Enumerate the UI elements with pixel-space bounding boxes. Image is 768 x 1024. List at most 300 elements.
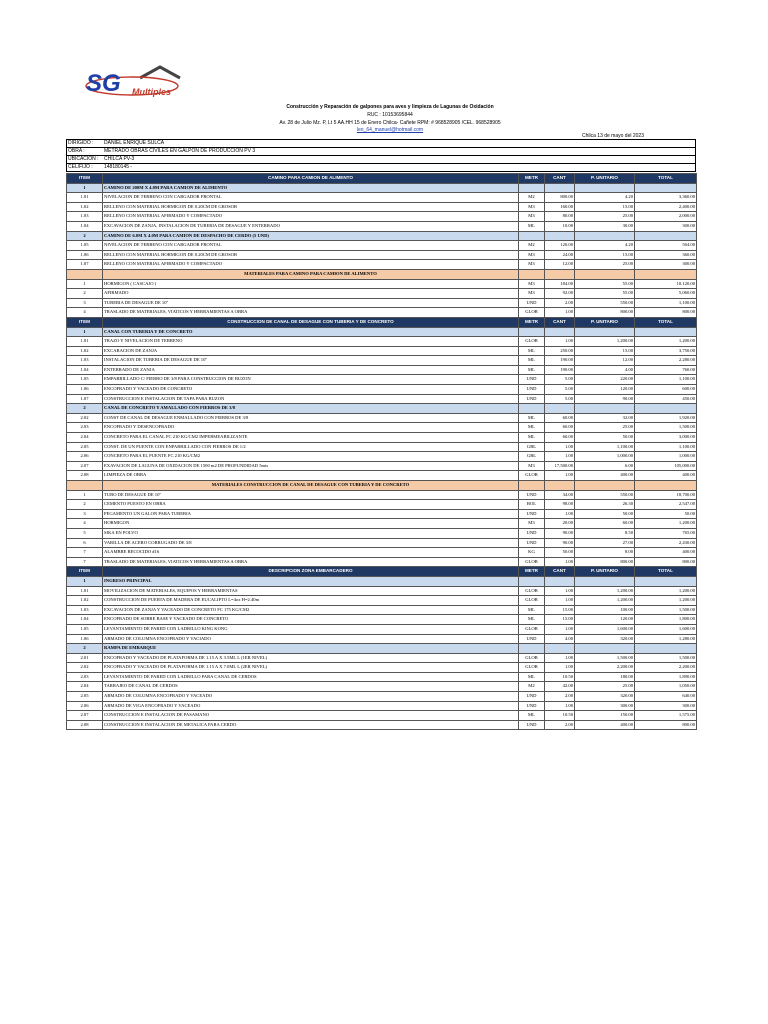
- quantity-cell: 34.00: [545, 490, 575, 500]
- total-cell: 1,100.00: [635, 375, 697, 385]
- info-value: METRADO OBRAS CIVILES EN GALPON DE PRODUCCION PV 3: [104, 148, 256, 154]
- unit-price-cell: P. UNITARIO: [575, 174, 635, 184]
- quantity-cell: 17,500.00: [545, 461, 575, 471]
- item-cell: ITEM: [67, 317, 103, 327]
- table-row: [67, 452, 697, 462]
- unit-cell: ML: [519, 356, 545, 366]
- unit-cell: ML: [519, 221, 545, 231]
- unit-price-cell: 400.00: [575, 720, 635, 730]
- description-cell: CONCRETO PARA EL PUENTE FC 210 KG/CM2: [103, 452, 519, 462]
- table-row: [67, 241, 697, 251]
- quantity-cell: 1.00: [545, 308, 575, 318]
- item-cell: 1.03: [67, 356, 103, 366]
- info-value: CHILCA PV-3: [104, 156, 135, 162]
- description-cell: CONCRETO PARA EL CANAL FC 210 KG/CM2 IMPERMEABILIZANTE: [103, 433, 519, 443]
- table-row: [67, 701, 697, 711]
- unit-price-cell: 15.00: [575, 202, 635, 212]
- total-cell: [635, 404, 697, 414]
- company-logo: [80, 64, 200, 100]
- quantity-cell: 12.00: [545, 260, 575, 270]
- table-row: [67, 490, 697, 500]
- description-cell: EXCABACION DE ZANJA: [103, 346, 519, 356]
- unit-price-cell: 15.00: [575, 250, 635, 260]
- unit-cell: GLOB: [519, 653, 545, 663]
- quantity-cell: [545, 576, 575, 586]
- table-row: [67, 413, 697, 423]
- total-cell: 10,120.00: [635, 279, 697, 289]
- item-cell: 2.03: [67, 423, 103, 433]
- description-cell: ENCOFRADO DE SOBRE BASE Y VACEADO DE CONCRETO: [103, 615, 519, 625]
- company-address: Av. 28 de Julio Mz. P, Lt 5 AA.HH 15 de Enero Chilca- Cañete RPM: # 968528905 /CEL. 968528905: [279, 120, 501, 126]
- total-cell: 300.00: [635, 701, 697, 711]
- document-date: Chilca 13 de mayo del 2023: [582, 133, 644, 139]
- total-cell: 640.00: [635, 692, 697, 702]
- table-row: [67, 672, 697, 682]
- unit-cell: UND: [519, 298, 545, 308]
- unit-price-cell: 27.00: [575, 538, 635, 548]
- item-cell: 1.02: [67, 346, 103, 356]
- unit-cell: UND: [519, 701, 545, 711]
- unit-cell: UND: [519, 375, 545, 385]
- total-cell: 2,547.00: [635, 500, 697, 510]
- quantity-cell: CANT: [545, 567, 575, 577]
- item-cell: 1.02: [67, 596, 103, 606]
- item-cell: 4: [67, 519, 103, 529]
- total-cell: 1,500.00: [635, 653, 697, 663]
- total-cell: [635, 481, 697, 491]
- description-cell: TUBO DE DESAGUE DE 10": [103, 490, 519, 500]
- table-row: [67, 221, 697, 231]
- total-cell: 1,280.00: [635, 634, 697, 644]
- unit-price-cell: [575, 269, 635, 279]
- table-row: [67, 692, 697, 702]
- total-cell: 300.00: [635, 221, 697, 231]
- total-cell: 1,200.00: [635, 596, 697, 606]
- description-cell: VARILLA DE ACERO CORRUGADO DE 3/8: [103, 538, 519, 548]
- unit-price-cell: 4.20: [575, 241, 635, 251]
- item-cell: 2.05: [67, 692, 103, 702]
- materials-header-row: [67, 481, 697, 491]
- description-cell: EXCAVACION DE ZANJA Y VACEADO DE CONCRETO FC 175 KG/CM2: [103, 605, 519, 615]
- quantity-cell: 15.00: [545, 605, 575, 615]
- total-cell: 1,500.00: [635, 423, 697, 433]
- item-cell: 1.05: [67, 241, 103, 251]
- description-cell: CONST. DE UN PUENTE CON ENPARRILLADO CON FIERROS DE 1/2: [103, 442, 519, 452]
- table-row: [67, 346, 697, 356]
- unit-cell: UND: [519, 385, 545, 395]
- unit-cell: [519, 481, 545, 491]
- total-cell: 300.00: [635, 260, 697, 270]
- unit-cell: [519, 183, 545, 193]
- table-row: [67, 500, 697, 510]
- total-cell: 1,000.00: [635, 452, 697, 462]
- item-cell: 2.07: [67, 711, 103, 721]
- table-row: [67, 394, 697, 404]
- table-row: [67, 356, 697, 366]
- quantity-cell: 60.00: [545, 413, 575, 423]
- description-cell: CEMENTO PUESTO EN OBRA: [103, 500, 519, 510]
- materials-header-row: [67, 269, 697, 279]
- description-cell: ARMADO DE COLUMNA ENCOFRADO Y VACIADO: [103, 634, 519, 644]
- total-cell: 1,920.00: [635, 413, 697, 423]
- quantity-cell: [545, 644, 575, 654]
- quantity-cell: 1.00: [545, 471, 575, 481]
- quantity-cell: 1.00: [545, 624, 575, 634]
- table-row: [67, 250, 697, 260]
- quantity-cell: 98.00: [545, 500, 575, 510]
- unit-cell: UND: [519, 394, 545, 404]
- unit-price-cell: 4.20: [575, 193, 635, 203]
- item-cell: 3: [67, 509, 103, 519]
- total-cell: 5,060.00: [635, 289, 697, 299]
- unit-price-cell: 60.00: [575, 519, 635, 529]
- description-cell: ENTERRADO DE ZANJA: [103, 365, 519, 375]
- unit-cell: [519, 327, 545, 337]
- unit-cell: METR: [519, 174, 545, 184]
- description-cell: RELLENO CON MATERIAL AFIRMADO Y COMPACTADO: [103, 260, 519, 270]
- unit-cell: [519, 644, 545, 654]
- unit-cell: ML: [519, 615, 545, 625]
- item-cell: 2.01: [67, 653, 103, 663]
- total-cell: 2,400.00: [635, 202, 697, 212]
- item-cell: 2.04: [67, 433, 103, 443]
- unit-cell: ML: [519, 672, 545, 682]
- quantity-cell: 60.00: [545, 433, 575, 443]
- table-row: [67, 423, 697, 433]
- unit-cell: UND: [519, 528, 545, 538]
- unit-price-cell: 8.50: [575, 528, 635, 538]
- unit-price-cell: 300.00: [575, 701, 635, 711]
- table-row: [67, 212, 697, 222]
- total-cell: 18,700.00: [635, 490, 697, 500]
- item-cell: 1.07: [67, 260, 103, 270]
- description-cell: HORMIGON: [103, 519, 519, 529]
- unit-cell: GLOB: [519, 557, 545, 567]
- quantity-cell: 4.00: [545, 634, 575, 644]
- item-cell: 1.04: [67, 365, 103, 375]
- description-cell: TRASLADO DE MATERIALES, VIATICOS Y HERRAMIENTAS A OBRA: [103, 557, 519, 567]
- quantity-cell: 92.00: [545, 289, 575, 299]
- item-cell: 6: [67, 538, 103, 548]
- unit-price-cell: 32.00: [575, 413, 635, 423]
- item-cell: 1.05: [67, 624, 103, 634]
- total-cell: 1,200.00: [635, 519, 697, 529]
- total-cell: [635, 269, 697, 279]
- company-email-link[interactable]: leo_64_manuel@hotmail.com: [356, 127, 424, 133]
- item-cell: 1.06: [67, 250, 103, 260]
- table-row: [67, 634, 697, 644]
- item-cell: 2: [67, 289, 103, 299]
- unit-price-cell: 2,200.00: [575, 663, 635, 673]
- unit-cell: BOL: [519, 500, 545, 510]
- unit-price-cell: 400.00: [575, 471, 635, 481]
- total-cell: 1,100.00: [635, 442, 697, 452]
- table-row: [67, 720, 697, 730]
- table-row: [67, 337, 697, 347]
- total-cell: [635, 576, 697, 586]
- item-cell: [67, 481, 103, 491]
- total-cell: TOTAL: [635, 174, 697, 184]
- table-row: [67, 538, 697, 548]
- unit-price-cell: 120.00: [575, 615, 635, 625]
- info-label: UBICACION :: [68, 156, 99, 162]
- quantity-cell: [545, 404, 575, 414]
- client-info-block: [66, 139, 696, 172]
- unit-cell: UND: [519, 634, 545, 644]
- unit-price-cell: 90.00: [575, 394, 635, 404]
- quantity-cell: 250.00: [545, 346, 575, 356]
- item-cell: 2: [67, 644, 103, 654]
- table-row: [67, 365, 697, 375]
- table-row: [67, 528, 697, 538]
- unit-price-cell: P. UNITARIO: [575, 317, 635, 327]
- section-row: [67, 231, 697, 241]
- logo-subtext: Multiples: [132, 87, 172, 97]
- unit-cell: GLOB: [519, 586, 545, 596]
- description-cell: MOVILIZACION DE MATERIALES, EQUIPOS Y HERRAMIENTAS: [103, 586, 519, 596]
- total-cell: 800.00: [635, 720, 697, 730]
- item-cell: 1.04: [67, 221, 103, 231]
- unit-cell: UND: [519, 490, 545, 500]
- unit-cell: M3: [519, 461, 545, 471]
- table-row: [67, 433, 697, 443]
- total-cell: 3,750.00: [635, 346, 697, 356]
- unit-price-cell: [575, 404, 635, 414]
- table-row: [67, 298, 697, 308]
- item-cell: 1.01: [67, 337, 103, 347]
- item-cell: 7: [67, 557, 103, 567]
- table-row: [67, 605, 697, 615]
- unit-cell: GLOB: [519, 308, 545, 318]
- item-cell: 1: [67, 183, 103, 193]
- table-row: [67, 596, 697, 606]
- total-cell: 1,050.00: [635, 682, 697, 692]
- item-cell: 2.02: [67, 663, 103, 673]
- item-cell: 1.06: [67, 634, 103, 644]
- quantity-cell: [545, 481, 575, 491]
- item-cell: 2.03: [67, 672, 103, 682]
- unit-cell: M3: [519, 212, 545, 222]
- quantity-cell: 2.00: [545, 298, 575, 308]
- unit-cell: METR: [519, 317, 545, 327]
- quantity-cell: 2.00: [545, 720, 575, 730]
- quantity-cell: 120.00: [545, 241, 575, 251]
- total-cell: 600.00: [635, 385, 697, 395]
- description-cell: AFIRMADO: [103, 289, 519, 299]
- item-cell: 2.02: [67, 413, 103, 423]
- unit-cell: M3: [519, 260, 545, 270]
- unit-cell: METR: [519, 567, 545, 577]
- description-cell: ALAMBRE RECOCIDO #16: [103, 548, 519, 558]
- total-cell: 105,000.00: [635, 461, 697, 471]
- unit-cell: GBL: [519, 452, 545, 462]
- unit-price-cell: 50.00: [575, 433, 635, 443]
- description-cell: CAMINO DE 6.0M X 4.0M PARA CAMION DE DESPACHO DE CERDO (5 UND): [103, 231, 519, 241]
- table-row: [67, 519, 697, 529]
- unit-price-cell: 1,200.00: [575, 586, 635, 596]
- total-cell: 765.00: [635, 528, 697, 538]
- logo-text: SG: [86, 70, 121, 97]
- unit-price-cell: 1,000.00: [575, 452, 635, 462]
- unit-price-cell: 150.00: [575, 711, 635, 721]
- unit-price-cell: 550.00: [575, 298, 635, 308]
- quantity-cell: 184.00: [545, 279, 575, 289]
- description-cell: NIVELACION DE TERRENO CON CARGADOR FRONTAL: [103, 193, 519, 203]
- description-cell: TUBERIA DE DESAGUE DE 10": [103, 298, 519, 308]
- unit-price-cell: 220.00: [575, 375, 635, 385]
- description-cell: MATERIALES PARA CAMINO PARA CAMION DE ALIMENTO: [103, 269, 519, 279]
- item-cell: 1.06: [67, 385, 103, 395]
- quantity-cell: 42.00: [545, 682, 575, 692]
- item-cell: 5: [67, 528, 103, 538]
- table-row: [67, 663, 697, 673]
- table-row: [67, 711, 697, 721]
- unit-cell: GBL: [519, 442, 545, 452]
- description-cell: RAMPA DE EMBARQUE: [103, 644, 519, 654]
- total-cell: 1,890.00: [635, 672, 697, 682]
- unit-cell: GLOB: [519, 624, 545, 634]
- item-cell: 2.08: [67, 471, 103, 481]
- total-cell: 1,800.00: [635, 615, 697, 625]
- unit-cell: ML: [519, 365, 545, 375]
- table-row: [67, 548, 697, 558]
- description-cell: PEGAMENTO UN GALON PARA TUBERIA: [103, 509, 519, 519]
- unit-price-cell: 800.00: [575, 308, 635, 318]
- unit-price-cell: 320.00: [575, 692, 635, 702]
- unit-cell: M2: [519, 241, 545, 251]
- table-row: [67, 289, 697, 299]
- unit-cell: [519, 269, 545, 279]
- item-cell: 2: [67, 231, 103, 241]
- total-cell: 760.00: [635, 365, 697, 375]
- unit-price-cell: 15.00: [575, 346, 635, 356]
- info-label: OBRA :: [68, 148, 85, 154]
- unit-cell: [519, 404, 545, 414]
- company-title: Construcción y Reparación de galpones para aves y limpieza de Lagunas de Oxidación: [286, 104, 494, 110]
- section-row: [67, 183, 697, 193]
- unit-price-cell: 180.00: [575, 672, 635, 682]
- item-cell: 2.06: [67, 701, 103, 711]
- quantity-cell: 50.00: [545, 548, 575, 558]
- description-cell: CONSTRUCCION E INSTALACION DE METALICA PARA CERDO: [103, 720, 519, 730]
- description-cell: EXAVACION DE LAGUNA DE OXIDACION DE 1500 m2 DE PROFUNDIDAD 5mts: [103, 461, 519, 471]
- quantity-cell: 10.50: [545, 711, 575, 721]
- description-cell: ENCOFRADO Y VACEADO DE CONCRETO: [103, 385, 519, 395]
- item-cell: 1: [67, 327, 103, 337]
- total-cell: 1,200.00: [635, 586, 697, 596]
- item-cell: 1.03: [67, 605, 103, 615]
- total-cell: [635, 327, 697, 337]
- unit-price-cell: 12.00: [575, 356, 635, 366]
- quantity-cell: 160.00: [545, 202, 575, 212]
- quantity-cell: [545, 269, 575, 279]
- info-label: DIRIGIDO :: [68, 140, 94, 146]
- table-row: [67, 461, 697, 471]
- item-cell: [67, 269, 103, 279]
- unit-cell: KG: [519, 548, 545, 558]
- table-row: [67, 471, 697, 481]
- quantity-cell: 10.50: [545, 672, 575, 682]
- description-cell: RELLENO CON MATERIAL HORMIGON DE 0.20CM DE GROSOR: [103, 202, 519, 212]
- description-cell: ARMADO DE COLUMNA ENCOFRADO Y VACEADO: [103, 692, 519, 702]
- info-value: DANIEL ENRIQUE SULCA: [104, 140, 165, 146]
- table-row: [67, 615, 697, 625]
- table-row: [67, 202, 697, 212]
- unit-price-cell: 25.00: [575, 423, 635, 433]
- unit-price-cell: 25.00: [575, 212, 635, 222]
- quantity-cell: 60.00: [545, 423, 575, 433]
- description-cell: NIVELACION DE TERRENO CON CARGADOR FRONTAL: [103, 241, 519, 251]
- unit-cell: M2: [519, 682, 545, 692]
- unit-price-cell: P. UNITARIO: [575, 567, 635, 577]
- total-cell: 1,100.00: [635, 298, 697, 308]
- total-cell: [635, 231, 697, 241]
- total-cell: 504.00: [635, 241, 697, 251]
- description-cell: ENCOFRADO Y DESENCOFRADO: [103, 423, 519, 433]
- unit-cell: GLOB: [519, 596, 545, 606]
- item-cell: 1: [67, 576, 103, 586]
- quantity-cell: 1.00: [545, 596, 575, 606]
- description-cell: INSTALACION DE TUBERIA DE DESAGUE DE 10": [103, 356, 519, 366]
- quantity-cell: [545, 183, 575, 193]
- description-cell: CAMINO PARA CAMION DE ALIMENTO: [103, 174, 519, 184]
- description-cell: CONSTRUCCION DE PUERTA DE MADERA DE EUCALIPTO L=4ox H=2.40m: [103, 596, 519, 606]
- quantity-cell: CANT: [545, 174, 575, 184]
- total-cell: [635, 644, 697, 654]
- unit-price-cell: 26.30: [575, 500, 635, 510]
- total-cell: 2,000.00: [635, 212, 697, 222]
- item-cell: 2.05: [67, 442, 103, 452]
- description-cell: CONSTRUCCION DE CANAL DE DESAGUE CON TUBERIA Y DE CONCRETO: [103, 317, 519, 327]
- unit-cell: ML: [519, 413, 545, 423]
- total-cell: 1,575.00: [635, 711, 697, 721]
- total-cell: TOTAL: [635, 317, 697, 327]
- quantity-cell: 15.00: [545, 615, 575, 625]
- unit-price-cell: 1,600.00: [575, 624, 635, 634]
- section-row: [67, 644, 697, 654]
- quantity-cell: 190.00: [545, 365, 575, 375]
- table-row: [67, 385, 697, 395]
- info-row: [66, 163, 696, 172]
- description-cell: CAMINO DE 200M X 4.0M PARA CAMION DE ALIMENTO: [103, 183, 519, 193]
- table-header-row: [67, 317, 697, 327]
- description-cell: ENCOFRADO Y VACEADO DE PLATAFORMA DE 1.15 A X 3.5ML L (1ER NIVEL): [103, 653, 519, 663]
- description-cell: TARRAJEO DE CANAL DE CERDOS: [103, 682, 519, 692]
- table-header-row: [67, 174, 697, 184]
- unit-price-cell: 6.00: [575, 461, 635, 471]
- unit-cell: [519, 576, 545, 586]
- company-ruc: RUC : 10153695844: [367, 112, 413, 118]
- quantity-cell: 1.00: [545, 509, 575, 519]
- total-cell: 1,500.00: [635, 605, 697, 615]
- description-cell: CANAL DE CONCRETO Y AMALLADO CON FIERROS DE 3/8: [103, 404, 519, 414]
- total-cell: 3,000.00: [635, 433, 697, 443]
- unit-cell: GLOB: [519, 663, 545, 673]
- table-row: [67, 682, 697, 692]
- description-cell: RELLENO CON MATERIAL HORMIGON DE 0.20CM DE GROSOR: [103, 250, 519, 260]
- unit-price-cell: 55.00: [575, 279, 635, 289]
- unit-cell: GLOB: [519, 337, 545, 347]
- unit-price-cell: 320.00: [575, 634, 635, 644]
- quantity-cell: 1.00: [545, 586, 575, 596]
- item-cell: 7: [67, 548, 103, 558]
- quantity-cell: 1.00: [545, 653, 575, 663]
- quantity-cell: 1.00: [545, 701, 575, 711]
- quantity-cell: [545, 231, 575, 241]
- unit-price-cell: [575, 183, 635, 193]
- description-cell: DESCRIPCION ZONA EMBARCADERO: [103, 567, 519, 577]
- quantity-cell: 190.00: [545, 356, 575, 366]
